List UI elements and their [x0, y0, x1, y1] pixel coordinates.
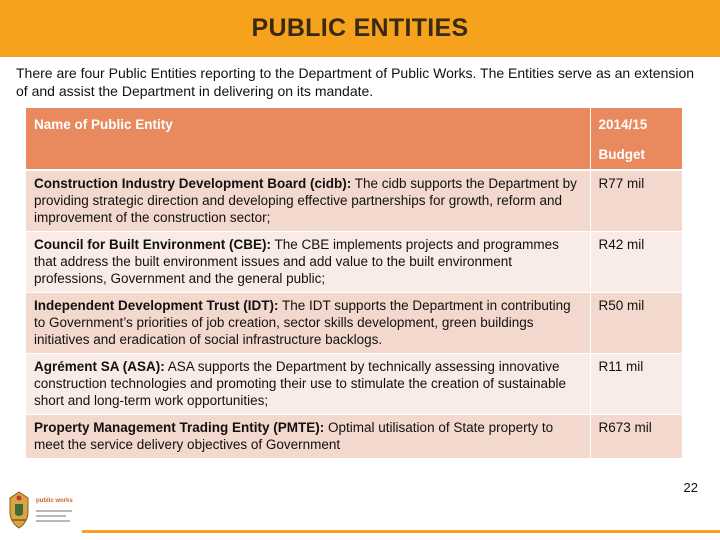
page-number: 22 — [683, 480, 698, 495]
budget-cell: R77 mil — [590, 170, 682, 232]
entity-description: Optimal utilisation of State property to meet the service delivery objectives of Government — [34, 420, 554, 452]
header-budget — [590, 108, 682, 170]
entity-cell — [26, 415, 590, 459]
logo-divider — [36, 510, 72, 512]
department-logo — [4, 488, 84, 536]
table-row — [26, 415, 682, 459]
entity-description: ASA supports the Department by technically assessing innovative construction technologies and promoting their use to stimulate the creation of sustainable short and long-term work opportunities; — [34, 359, 567, 408]
table-row — [26, 170, 682, 232]
entity-description: The IDT supports the Department in contributing to Government’s priorities of job creation, sector skills development, green buildings initiatives and eradication of social infrastructure backlogs. — [34, 298, 571, 347]
entity-name: Agrément SA (ASA): — [34, 359, 165, 374]
public-entities-table — [26, 108, 683, 459]
footer-rule — [82, 530, 720, 533]
header-entity-name: Name of Public Entity — [26, 108, 590, 170]
budget-cell: R11 mil — [590, 354, 682, 415]
entity-name: Property Management Trading Entity (PMTE): — [34, 420, 325, 435]
entity-cell — [26, 232, 590, 293]
entity-description: The CBE implements projects and programmes that address the built environment issues and add value to the built environment professions, Government and the general public; — [34, 237, 559, 286]
entity-name: Council for Built Environment (CBE): — [34, 237, 271, 252]
table-row — [26, 293, 682, 354]
table-row — [26, 354, 682, 415]
slide-title: PUBLIC ENTITIES — [251, 14, 469, 42]
header-budget-label: Budget — [598, 147, 645, 162]
entity-name: Construction Industry Development Board (cidb): — [34, 176, 352, 191]
logo-divider — [36, 520, 70, 522]
header-budget-year: 2014/15 — [598, 117, 648, 132]
coat-of-arms-icon — [6, 490, 32, 530]
entity-description: The cidb supports the Department by providing strategic direction and developing effective partnerships for growth, reform and improvement of the construction sector; — [34, 176, 577, 225]
table-header-row — [26, 108, 682, 170]
logo-divider — [36, 515, 66, 517]
title-bar — [0, 0, 720, 57]
entity-cell — [26, 170, 590, 232]
table-row — [26, 232, 682, 293]
entity-name: Independent Development Trust (IDT): — [34, 298, 279, 313]
budget-cell: R50 mil — [590, 293, 682, 354]
budget-cell: R42 mil — [590, 232, 682, 293]
budget-cell: R673 mil — [590, 415, 682, 459]
intro-paragraph: There are four Public Entities reporting to the Department of Public Works. The Entities serve as an extension of and assist the Department in delivering on its mandate. — [16, 65, 695, 99]
entity-cell — [26, 293, 590, 354]
logo-wordmark: public works — [36, 498, 73, 504]
entity-cell — [26, 354, 590, 415]
